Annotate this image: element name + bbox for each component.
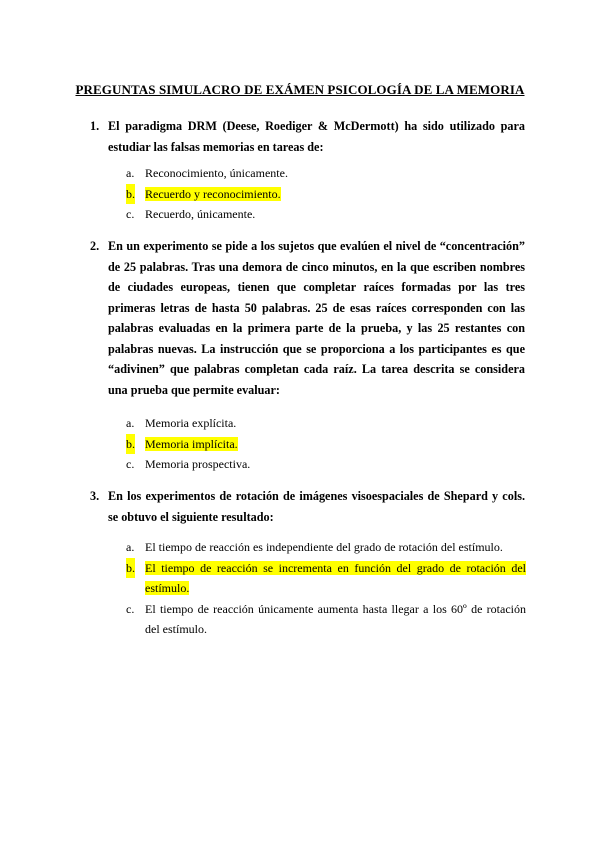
option-c	[126, 599, 526, 640]
question-number: 2.	[90, 239, 100, 253]
option-c	[126, 454, 526, 475]
question-3	[90, 486, 525, 527]
option-text: El tiempo de reacción únicamente aumenta hasta llegar a los 60º de rotación del estímulo.	[145, 601, 526, 636]
question-text: El paradigma DRM (Deese, Roediger & McDermott) ha sido utilizado para estudiar las falsas memorias en tareas de:	[108, 119, 525, 154]
option-letter: b.	[126, 558, 135, 579]
option-b-correct	[126, 184, 526, 205]
question-1	[90, 116, 525, 157]
option-letter: c.	[126, 457, 135, 471]
option-letter: b.	[126, 184, 135, 205]
option-text: Memoria prospectiva.	[145, 457, 251, 471]
option-letter: c.	[126, 601, 135, 616]
option-text-highlighted: Recuerdo y reconocimiento.	[145, 186, 281, 201]
option-letter: c.	[126, 207, 135, 221]
options-1	[126, 163, 526, 225]
question-number: 1.	[90, 119, 100, 133]
option-b-correct	[126, 558, 526, 599]
option-text: Memoria explícita.	[145, 416, 237, 430]
question-text: En los experimentos de rotación de imágenes visoespaciales de Shepard y cols. se obtuvo el siguiente resultado:	[108, 489, 525, 524]
option-a	[126, 413, 526, 434]
option-letter: a.	[126, 416, 135, 430]
options-2	[126, 413, 526, 475]
option-text-highlighted: Memoria implícita.	[145, 436, 238, 451]
question-text: En un experimento se pide a los sujetos que evalúen el nivel de “concentración” de 25 palabras. Tras una demora de cinco minutos, en la que escriben nombres de ciudades europeas, tienen que completar raíces formadas por las tres primeras letras de hasta 50 palabras. 25 de esas raíces corresponden con las palabras evaluadas en la primera parte de la prueba, y las 25 restantes con palabras nuevas. La instrucción que se proporciona a los participantes es que “adivinen” que palabras completan cada raíz. La tarea descrita se considera una prueba que permite evaluar:	[108, 239, 525, 397]
option-letter: b.	[126, 434, 135, 455]
option-a	[126, 537, 526, 558]
option-text: Recuerdo, únicamente.	[145, 207, 256, 221]
option-text-highlighted: El tiempo de reacción se incrementa en función del grado de rotación del estímulo.	[145, 560, 526, 595]
options-3	[126, 537, 526, 640]
option-b-correct	[126, 434, 526, 455]
option-c	[126, 204, 526, 225]
page-title: PREGUNTAS SIMULACRO DE EXÁMEN PSICOLOGÍA DE LA MEMORIA	[75, 82, 525, 97]
option-text: Reconocimiento, únicamente.	[145, 166, 288, 180]
option-text: El tiempo de reacción es independiente del grado de rotación del estímulo.	[145, 540, 503, 554]
option-letter: a.	[126, 540, 135, 554]
option-a	[126, 163, 526, 184]
option-letter: a.	[126, 166, 135, 180]
question-2	[90, 236, 525, 400]
question-number: 3.	[90, 489, 100, 503]
